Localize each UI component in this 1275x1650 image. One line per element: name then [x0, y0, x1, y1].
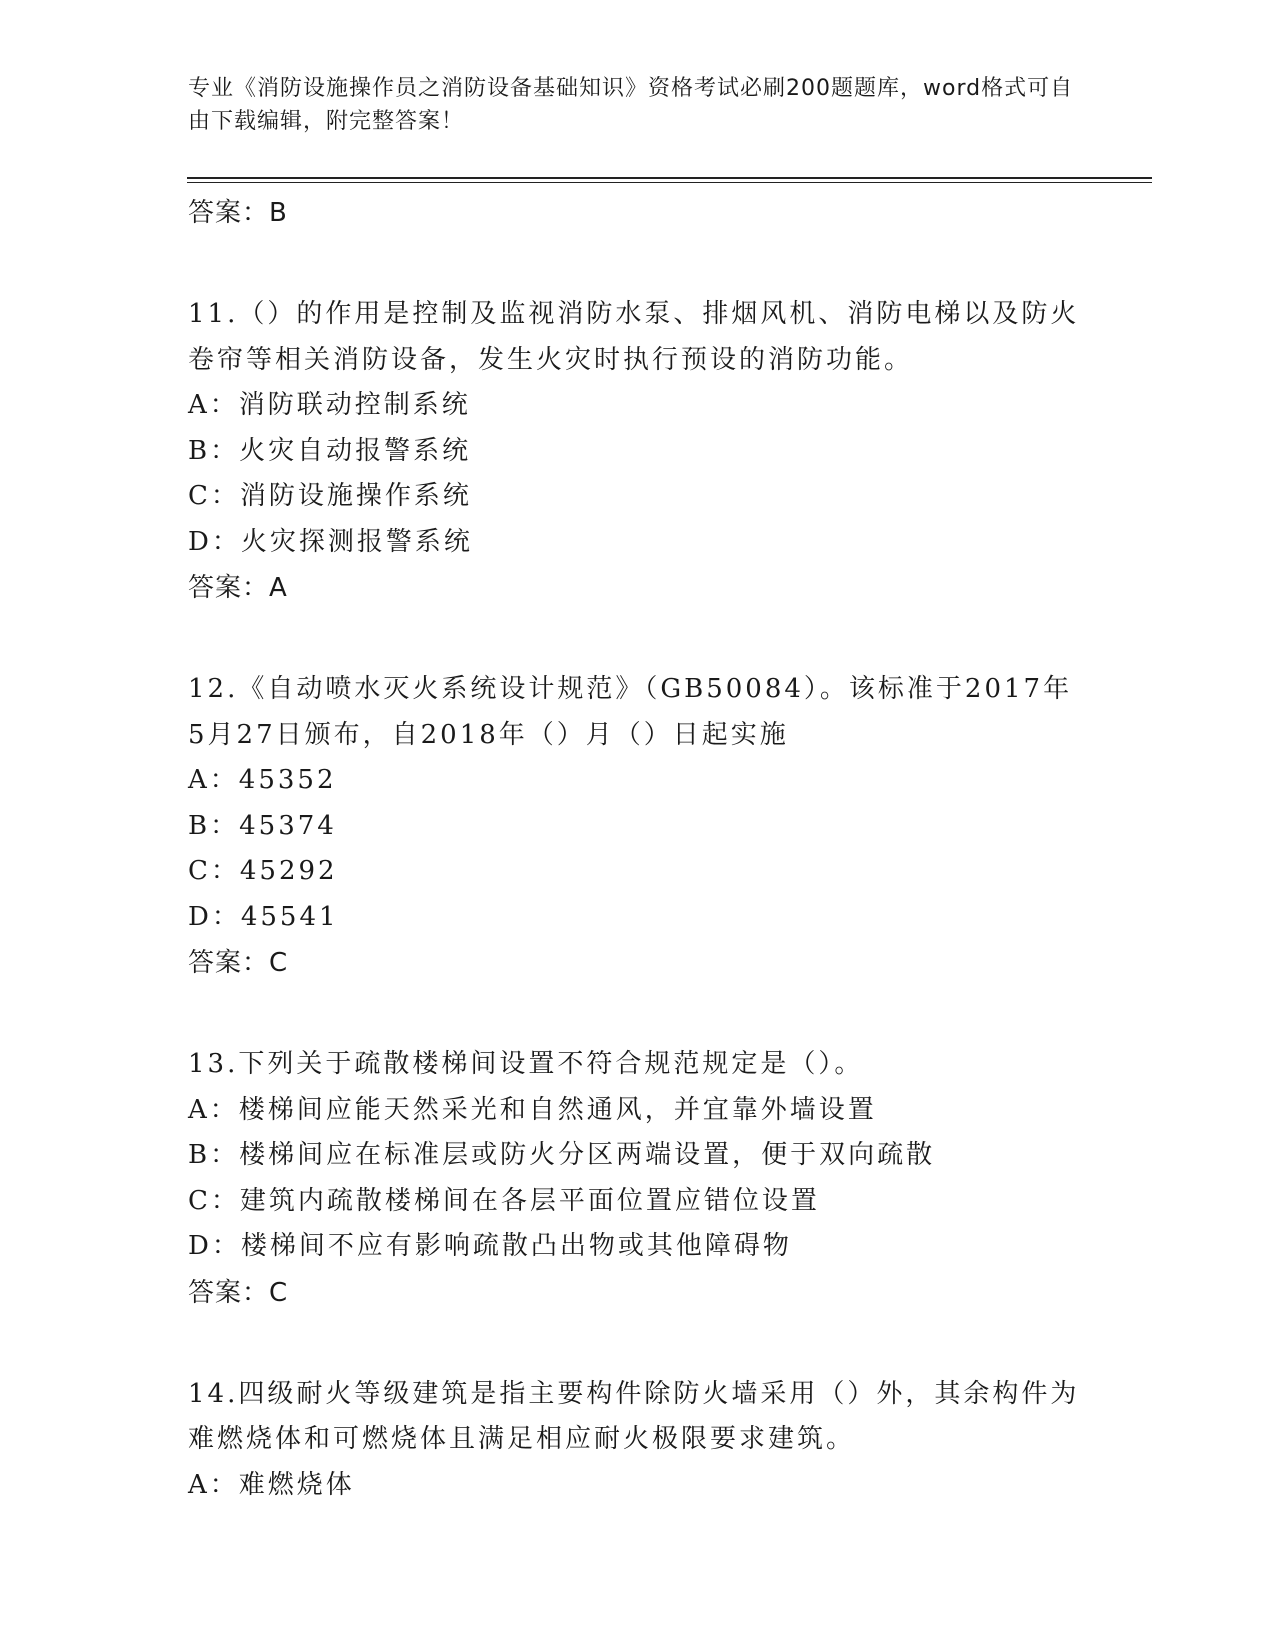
option-c: C：45292: [188, 856, 338, 886]
header-rule-thick: [187, 177, 1152, 179]
question-list: [188, 190, 1148, 1508]
option-a: A：难燃烧体: [188, 1469, 355, 1500]
question-14: [188, 1372, 1148, 1509]
page-header-text: 专业《消防设施操作员之消防设备基础知识》资格考试必刷200题题库，word格式可自由下载编辑，附完整答案！: [188, 76, 1074, 134]
option-c: C：消防设施操作系统: [188, 481, 472, 511]
answer-line: 答案：A: [188, 573, 288, 603]
option-b: B：45374: [188, 810, 337, 841]
answer-line: 答案：C: [188, 948, 289, 978]
option-d: D：45541: [188, 901, 339, 932]
question-12: [188, 667, 1148, 986]
option-a: A：楼梯间应能天然采光和自然通风，并宜靠外墙设置: [188, 1094, 877, 1125]
option-d: D：楼梯间不应有影响疏散凸出物或其他障碍物: [188, 1231, 792, 1261]
option-a: A：45352: [188, 765, 337, 795]
answer-line: 答案：C: [188, 1277, 289, 1308]
option-d: D：火灾探测报警系统: [188, 526, 473, 557]
option-a: A：消防联动控制系统: [188, 390, 471, 420]
question-stem: 11.（）的作用是控制及监视消防水泵、排烟风机、消防电梯以及防火卷帘等相关消防设备，发生火灾时执行预设的消防功能。: [188, 299, 1080, 375]
question-13: [188, 1042, 1148, 1316]
question-stem: 14.四级耐火等级建筑是指主要构件除防火墙采用（）外，其余构件为难燃烧体和可燃烧体且满足相应耐火极限要求建筑。: [188, 1378, 1080, 1454]
answer-line: 答案：B: [188, 198, 288, 228]
question-11: [188, 292, 1148, 611]
question-stem: 13.下列关于疏散楼梯间设置不符合规范规定是（）。: [188, 1049, 864, 1079]
option-b: B：楼梯间应在标准层或防火分区两端设置，便于双向疏散: [188, 1140, 936, 1170]
question-stem: 12.《自动喷水灭火系统设计规范》（GB50084）。该标准于2017年5月27日颁布，自2018年（）月（）日起实施: [188, 674, 1073, 750]
header-rule-thin: [187, 182, 1152, 183]
option-c: C：建筑内疏散楼梯间在各层平面位置应错位设置: [188, 1185, 820, 1216]
option-b: B：火灾自动报警系统: [188, 435, 472, 466]
